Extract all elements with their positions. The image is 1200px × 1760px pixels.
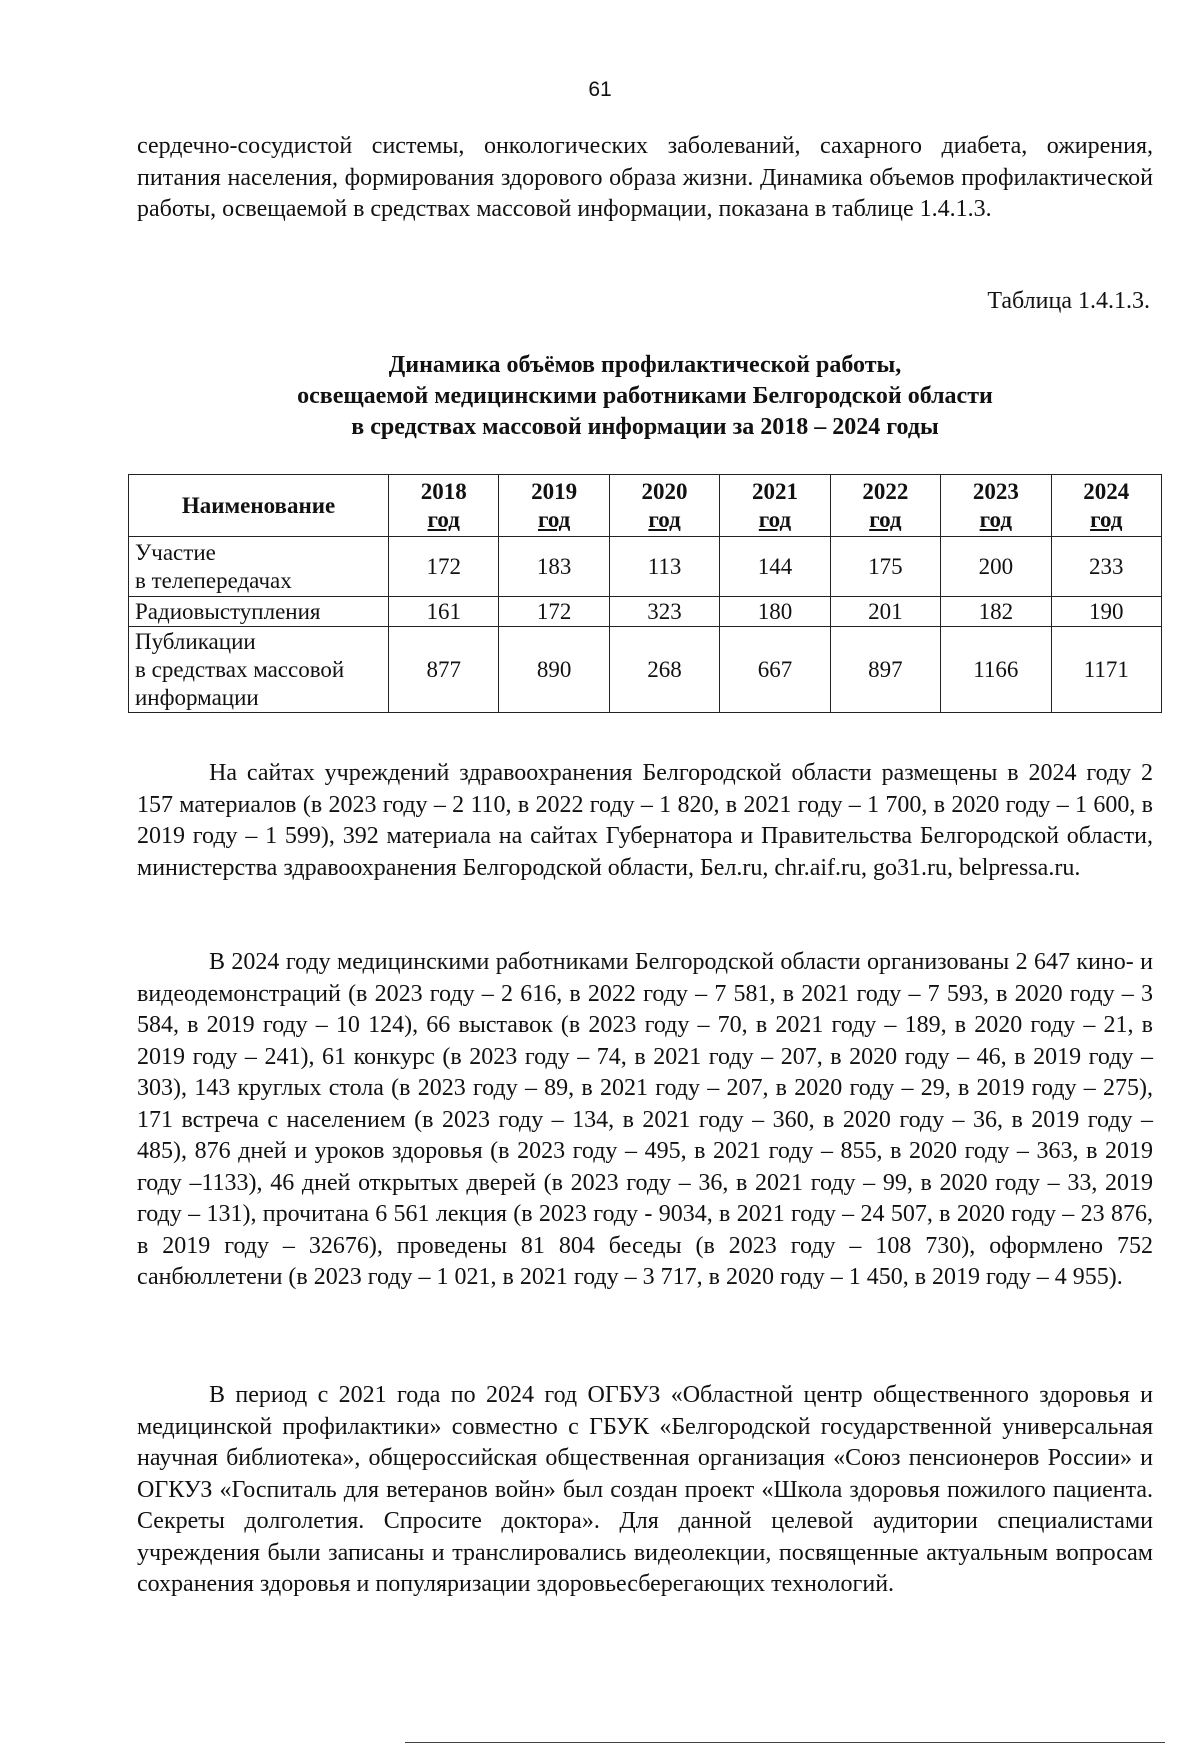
- row-label: Участие в телепередачах: [129, 537, 389, 597]
- table-cell: 877: [389, 627, 499, 713]
- table-cell: 182: [941, 597, 1051, 627]
- column-header-year: 2019 год: [499, 475, 609, 537]
- table-cell: 144: [720, 537, 830, 597]
- column-header-name: Наименование: [129, 475, 389, 537]
- footer-divider: [405, 1742, 1165, 1743]
- table-cell: 172: [389, 537, 499, 597]
- statistics-table: [128, 474, 1162, 713]
- table-cell: 1166: [941, 627, 1051, 713]
- table-cell: 1171: [1051, 627, 1161, 713]
- table-row: [129, 537, 1162, 597]
- table-cell: 268: [609, 627, 719, 713]
- row-label: Радиовыступления: [129, 597, 389, 627]
- page-number: 61: [588, 78, 612, 101]
- column-header-year: 2023 год: [941, 475, 1051, 537]
- paragraph-websites: На сайтах учреждений здравоохранения Белгородской области размещены в 2024 году 2 157 материалов (в 2023 году – 2 110, в 2022 году – 1 820, в 2021 году – 1 700, в 2020 году – 1 600, в 2019 году – 1 599), 392 материала на сайтах Губернатора и Правительства Белгородской области, министерства здравоохранения Белгородской области, Бел.ru, chr.aif.ru, go31.ru, belpressa.ru.: [137, 760, 1153, 881]
- table-title-line: в средствах массовой информации за 2018 – 2024 годы: [351, 414, 939, 440]
- table-row: [129, 627, 1162, 713]
- table-cell: 175: [830, 537, 940, 597]
- table-cell: 180: [720, 597, 830, 627]
- table-cell: 113: [609, 537, 719, 597]
- table-caption: Таблица 1.4.1.3.: [987, 288, 1150, 314]
- column-header-year: 2021 год: [720, 475, 830, 537]
- column-header-year: 2020 год: [609, 475, 719, 537]
- table-title-line: освещаемой медицинскими работниками Белгородской области: [297, 383, 993, 409]
- column-header-year: 2022 год: [830, 475, 940, 537]
- row-label: Публикации в средствах массовой информации: [129, 627, 389, 713]
- table-row: [129, 597, 1162, 627]
- paragraph-project: В период с 2021 года по 2024 год ОГБУЗ «Областной центр общественного здоровья и медицинской профилактики» совместно с ГБУК «Белгородской государственной универсальная научная библиотека», общероссийская общественная организация «Союз пенсионеров России» и ОГКУЗ «Госпиталь для ветеранов войн» был создан проект «Школа здоровья пожилого пациента. Секреты долголетия. Спросите доктора». Для данной целевой аудитории специалистами учреждения были записаны и транслировались видеолекции, посвященные актуальным вопросам сохранения здоровья и популяризации здоровьесберегающих технологий.: [137, 1382, 1153, 1597]
- table-cell: 183: [499, 537, 609, 597]
- table-cell: 190: [1051, 597, 1161, 627]
- table-cell: 200: [941, 537, 1051, 597]
- table-cell: 897: [830, 627, 940, 713]
- table-cell: 201: [830, 597, 940, 627]
- table-header-row: [129, 475, 1162, 537]
- table-cell: 172: [499, 597, 609, 627]
- paragraph-events: В 2024 году медицинскими работниками Белгородской области организованы 2 647 кино- и видеодемонстраций (в 2023 году – 2 616, в 2022 году – 7 581, в 2021 году – 7 593, в 2020 году – 3 584, в 2019 году – 10 124), 66 выставок (в 2023 году – 70, в 2021 году – 189, в 2020 году – 21, в 2019 году – 241), 61 конкурс (в 2023 году – 74, в 2021 году – 207, в 2020 году – 46, в 2019 году – 303), 143 круглых стола (в 2023 году – 89, в 2021 году – 207, в 2020 году – 29, в 2019 году – 275), 171 встреча с населением (в 2023 году – 134, в 2021 году – 360, в 2020 году – 36, в 2019 году – 485), 876 дней и уроков здоровья (в 2023 году – 495, в 2021 году – 855, в 2020 году – 363, в 2019 году –1133), 46 дней открытых дверей (в 2023 году – 36, в 2021 году – 99, в 2020 году – 33, 2019 году – 131), прочитана 6 561 лекция (в 2023 году - 9034, в 2021 году – 24 507, в 2020 году – 23 876, в 2019 году – 32676), проведены 81 804 беседы (в 2023 году – 108 730), оформлено 752 санбюллетени (в 2023 году – 1 021, в 2021 году – 3 717, в 2020 году – 1 450, в 2019 году – 4 955).: [137, 949, 1153, 1290]
- table-cell: 323: [609, 597, 719, 627]
- table-title: [137, 350, 1153, 443]
- column-header-year: 2018 год: [389, 475, 499, 537]
- table-cell: 161: [389, 597, 499, 627]
- table-cell: 667: [720, 627, 830, 713]
- table-cell: 890: [499, 627, 609, 713]
- table-title-line: Динамика объёмов профилактической работы,: [388, 352, 902, 378]
- intro-paragraph: сердечно-сосудистой системы, онкологических заболеваний, сахарного диабета, ожирения, питания населения, формирования здорового образа жизни. Динамика объемов профилактической работы, освещаемой в средствах массовой информации, показана в таблице 1.4.1.3.: [137, 133, 1153, 222]
- table-cell: 233: [1051, 537, 1161, 597]
- column-header-year: 2024 год: [1051, 475, 1161, 537]
